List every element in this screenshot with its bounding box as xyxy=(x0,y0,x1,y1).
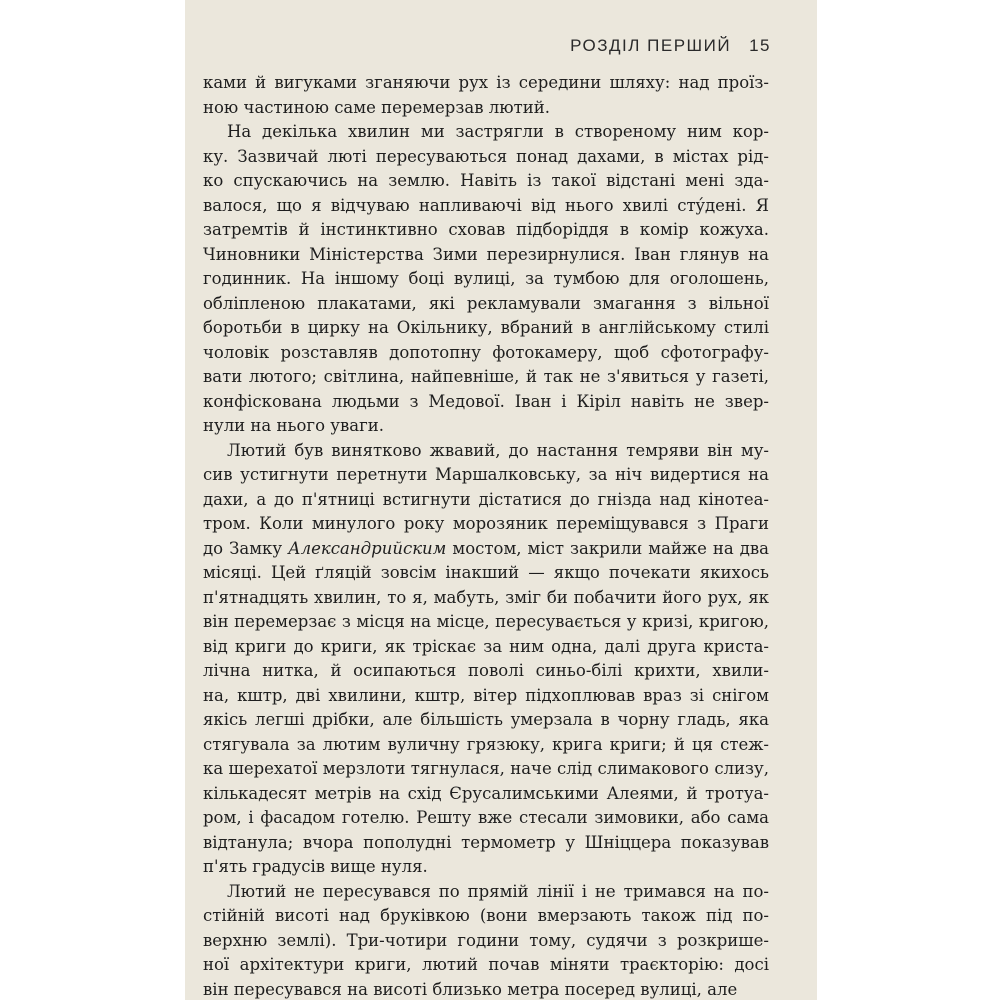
text-line: п'ять градусів вище нуля. xyxy=(203,857,428,876)
text-line: п'ятнадцять хвилин, то я, мабуть, зміг би побачити його рух, як xyxy=(203,587,769,607)
text-line: ка шерехатої мерзлоти тягнулася, наче слід слимакового слизу, xyxy=(203,759,769,778)
text-line: кількадесят метрів на схід Єрусалимськими Алеями, й тротуа- xyxy=(203,783,769,803)
text-line: нули на нього уваги. xyxy=(203,416,384,435)
paragraph xyxy=(203,71,769,120)
text-line: дахи, а до п'ятниці встигнути дістатися до гнізда над кінотеа- xyxy=(203,489,769,509)
text-line: ко спускаючись на землю. Навіть із такої відстані мені зда- xyxy=(203,171,769,190)
body-text xyxy=(203,71,769,1000)
text-line: сив устигнути перетнути Маршалковську, за ніч видертися на xyxy=(203,465,769,484)
paragraph xyxy=(203,880,769,1000)
text-line: на, кштр, дві хвилини, кштр, вітер підхоплював враз зі снігом xyxy=(203,685,769,705)
text-line: до Замку Александрийским мостом, міст закрили майже на два xyxy=(203,538,769,558)
text-line: ної архітектури криги, лютий почав міняти траєкторію: досі xyxy=(203,955,769,974)
text-line: від криги до криги, як тріскає за ним одна, далі друга криста- xyxy=(203,636,769,656)
text-line: стійній висоті над бруківкою (вони вмерзають також під по- xyxy=(203,906,769,925)
text-line: лічна нитка, й осипаються поволі синьо-білі крихти, хвили- xyxy=(203,661,769,680)
book-page xyxy=(185,0,817,1000)
running-head xyxy=(570,36,771,56)
text-line: Лютий був винятково жвавий, до настання темряви він му- xyxy=(227,440,769,460)
text-line: вати лютого; світлина, найпевніше, й так не з'явиться у газеті, xyxy=(203,367,769,386)
text-line: місяці. Цей ґляцій зовсім інакший — якщо почекати якихось xyxy=(203,563,769,582)
text-line: затремтів й інстинктивно сховав підборіддя в комір кожуха. xyxy=(203,220,769,239)
paragraph xyxy=(203,439,769,880)
text-line: він пересувався на висоті близько метра посеред вулиці, але xyxy=(203,979,738,999)
text-line: годинник. На іншому боці вулиці, за тумбою для оголошень, xyxy=(203,269,769,288)
text-line: боротьби в цирку на Окільнику, вбраний в англійському стилі xyxy=(203,318,769,337)
text-line: чоловік розставляв допотопну фотокамеру, щоб сфотографу- xyxy=(203,342,769,362)
text-line: На декілька хвилин ми застрягли в створеному ним кор- xyxy=(227,122,769,141)
page-number: 15 xyxy=(749,36,771,55)
text-line: якісь легші дрібки, але більшість умерзала в чорну гладь, яка xyxy=(203,710,769,729)
text-line: конфіскована людьми з Медової. Іван і Кіріл навіть не звер- xyxy=(203,391,769,411)
text-line: ною частиною саме перемерзав лютий. xyxy=(203,97,550,117)
text-line: ром, і фасадом готелю. Решту вже стесали зимовики, або сама xyxy=(203,808,769,827)
text-line: верхню землі). Три-чотири години тому, судячи з розкрише- xyxy=(203,930,769,950)
text-line: ками й вигуками зганяючи рух із середини шляху: над проїз- xyxy=(203,73,769,92)
text-line: він перемерзає з місця на місце, пересувається у кризі, кригою, xyxy=(203,612,769,631)
text-line: Чиновники Міністерства Зими перезирнулися. Іван глянув на xyxy=(203,244,769,264)
text-line: стягувала за лютим вуличну грязюку, крига криги; й ця стеж- xyxy=(203,734,769,754)
paragraph xyxy=(203,120,769,439)
text-line: тром. Коли минулого року морозяник переміщувався з Праги xyxy=(203,514,769,533)
text-line: відтанула; вчора пополудні термометр у Шніццера показував xyxy=(203,832,769,852)
text-line: обліпленою плакатами, які рекламували змагання з вільної xyxy=(203,293,769,313)
text-line: ку. Зазвичай люті пересуваються понад дахами, в містах рід- xyxy=(203,146,769,166)
text-line: Лютий не пересувався по прямій лінії і не тримався на по- xyxy=(227,881,769,901)
chapter-title: РОЗДІЛ ПЕРШИЙ xyxy=(570,36,732,55)
text-line: валося, що я відчуваю напливаючі від нього хвилі стýдені. Я xyxy=(203,195,769,215)
